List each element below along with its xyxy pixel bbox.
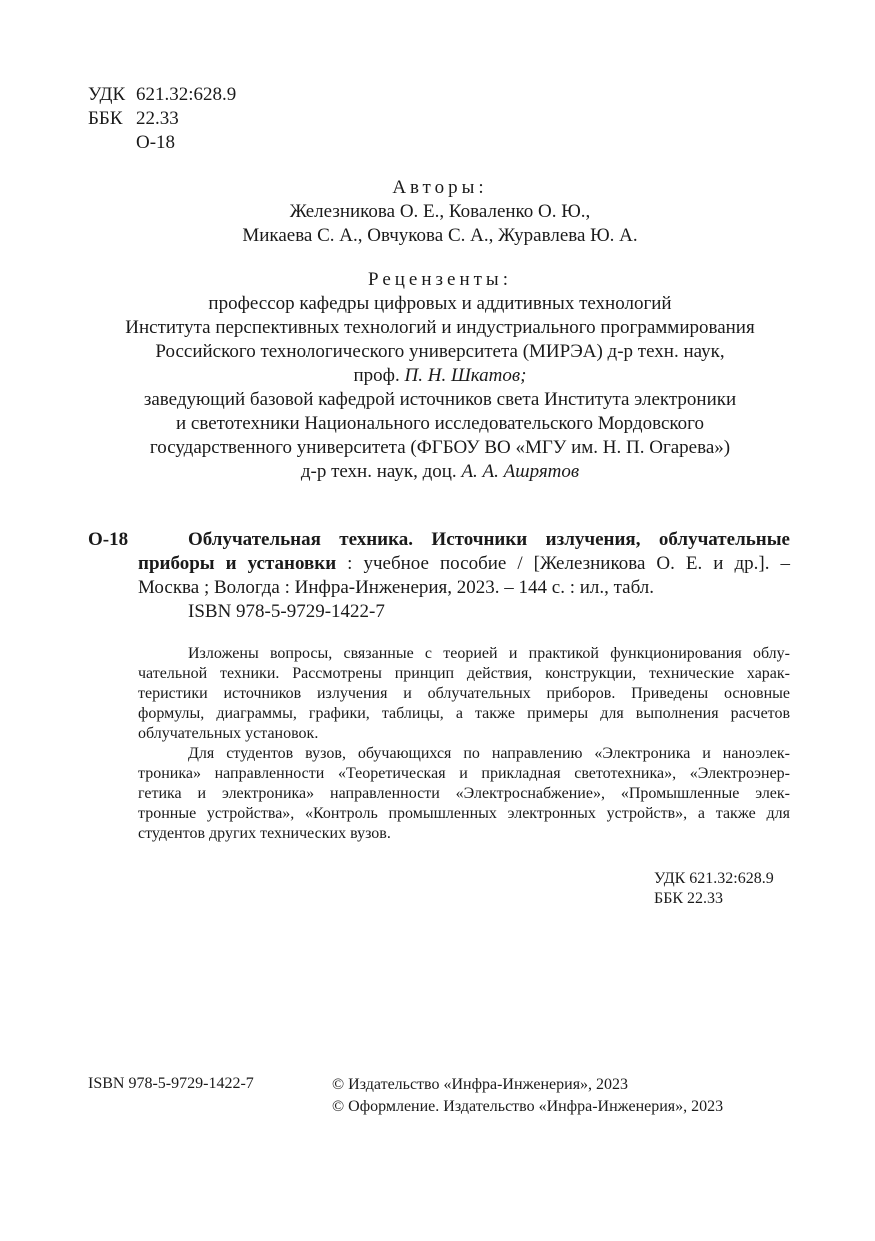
- biblio-title-rest: : учебное пособие / [Железникова О. Е. и др.]. –: [336, 553, 790, 574]
- biblio-title-bold: приборы и установки: [138, 553, 337, 574]
- reviewers-block: [60, 268, 820, 484]
- bbk-row: [88, 107, 236, 131]
- reviewer-line-1: профессор кафедры цифровых и аддитивных технологий: [208, 293, 672, 314]
- copyright-design: © Оформление. Издательство «Инфра-Инженерия», 2023: [332, 1098, 724, 1115]
- reviewer-name-2: А. А. Ашрятов: [461, 461, 580, 482]
- annotation-p2-line-3: гетика и электроника» направленности «Электроснабжение», «Промышленные элек-: [138, 785, 790, 802]
- reviewer-line-7: государственного университета (ФГБОУ ВО «МГУ им. Н. П. Огарева»): [149, 437, 731, 458]
- annotation-p1-line-5: облучательных установок.: [138, 725, 319, 742]
- classification-footer: [654, 869, 774, 909]
- biblio-body: [138, 528, 790, 624]
- udk-label: УДК: [88, 84, 126, 105]
- reviewer-line-4: [60, 364, 820, 388]
- author-mark: О-18: [136, 132, 176, 153]
- annotation-p2-line-4: тронные устройства», «Контроль промышленных электронных устройств», а также для: [138, 805, 790, 822]
- authors-block: [60, 176, 820, 248]
- biblio-code: О-18: [88, 529, 129, 550]
- bbk-value: 22.33: [136, 108, 179, 129]
- annotation-p1-line-3: теристики источников излучения и облучательных приборов. Приведены основные: [138, 685, 790, 702]
- annotation: [138, 644, 790, 844]
- annotation-p1-line-1: Изложены вопросы, связанные с теорией и практикой функционирования облу-: [188, 645, 790, 662]
- biblio-imprint: Москва ; Вологда : Инфра-Инженерия, 2023. – 144 с. : ил., табл.: [138, 577, 655, 598]
- reviewer-line-6: и светотехники Национального исследовательского Мордовского: [176, 413, 704, 434]
- reviewer-line-5: заведующий базовой кафедрой источников света Института электроники: [143, 389, 737, 410]
- reviewer-line-2: Института перспективных технологий и индустриального программирования: [125, 317, 755, 338]
- reviewer-line-3: Российского технологического университета (МИРЭА) д-р техн. наук,: [155, 341, 725, 362]
- reviewers-heading: Рецензенты:: [368, 269, 512, 290]
- copyright-block: [332, 1074, 723, 1118]
- annotation-p2-line-2: троника» направленности «Теоретическая и прикладная светотехника», «Электроэнер-: [138, 765, 790, 782]
- reviewer-title: проф.: [353, 365, 405, 386]
- biblio-isbn: ISBN 978-5-9729-1422-7: [188, 601, 385, 622]
- authors-line-2: Микаева С. А., Овчукова С. А., Журавлева Ю. А.: [242, 225, 638, 246]
- reviewer-line-8: [60, 460, 820, 484]
- udk-row: [88, 83, 236, 107]
- classification-block: [88, 83, 236, 155]
- authors-heading: Авторы:: [392, 177, 488, 198]
- biblio-title-line-1: Облучательная техника. Источники излучения, облучательные: [188, 529, 790, 550]
- copyright-publisher: © Издательство «Инфра-Инженерия», 2023: [332, 1076, 629, 1093]
- annotation-p1-line-4: формулы, диаграммы, графики, таблицы, а также примеры для выполнения расчетов: [138, 705, 790, 722]
- footer-bbk: ББК 22.33: [654, 890, 724, 907]
- footer-udk: УДК 621.32:628.9: [654, 870, 774, 887]
- reviewer-degree: д-р техн. наук, доц.: [300, 461, 462, 482]
- biblio-title-line-2: [138, 552, 790, 576]
- reviewer-name-1: П. Н. Шкатов;: [404, 365, 527, 386]
- bbk-label: ББК: [88, 108, 123, 129]
- annotation-p2-line-5: студентов других технических вузов.: [138, 825, 391, 842]
- annotation-p2-line-1: Для студентов вузов, обучающихся по направлению «Электроника и наноэлек-: [188, 745, 790, 762]
- footer-isbn: ISBN 978-5-9729-1422-7: [88, 1075, 254, 1092]
- authors-line-1: Железникова О. Е., Коваленко О. Ю.,: [289, 201, 591, 222]
- udk-value: 621.32:628.9: [136, 84, 237, 105]
- annotation-p1-line-2: чательной техники. Рассмотрены принцип действия, конструкции, технические харак-: [138, 665, 790, 682]
